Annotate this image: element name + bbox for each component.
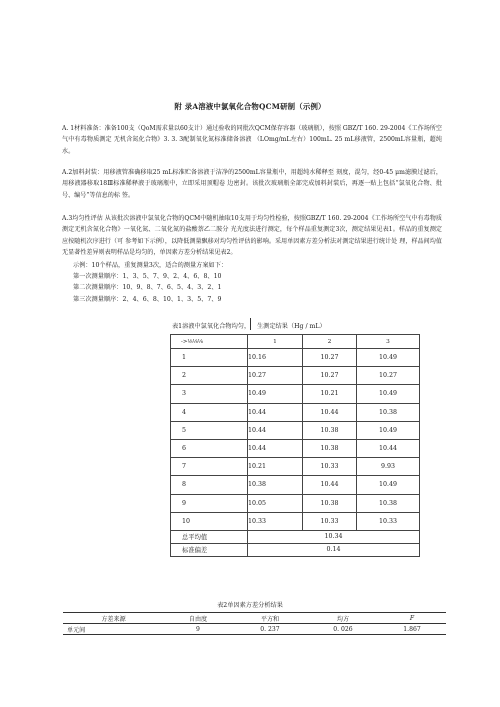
table-row xyxy=(171,439,420,457)
table-cell: 10.49 xyxy=(357,385,420,403)
table-cell: 10.49 xyxy=(248,385,303,403)
table-cell: 单元间 xyxy=(63,624,164,635)
table1-header-corner: ->⅛⅛⅛ xyxy=(171,335,248,349)
table-cell: 10.27 xyxy=(303,349,357,367)
table-cell: 9 xyxy=(164,624,232,635)
table-row xyxy=(171,476,420,494)
table-cell: 10.44 xyxy=(248,421,303,439)
table-cell: 9.93 xyxy=(357,458,420,476)
table-row xyxy=(171,367,420,385)
table-cell: 10.49 xyxy=(357,476,420,494)
sample-id: 2 xyxy=(171,367,248,385)
table2-header-cell: F xyxy=(378,613,446,624)
table-cell: 1.867 xyxy=(378,624,446,635)
paragraph-homogeneity: A.3均匀性评估 从该批次溶液中氯氧化合物的QCM中随机抽取10支用于均匀性检验，按照GBZ/T 160. 29-2004《工作场所空气中有毒物质测定无机含氮化合物》一氧化氮、二氧化氮的盐酸萘乙二胺分 光光度法进行测定，每个样品重复测定3次，测定结果见表1。样品的重复测定应按随机次序进行（可 参考如下示例），以降低测量飘移对均匀性评估的影响。采用单因素方差分析法对测定结果进行统计处 理，样品间均值无显著性差异则表明样品是均匀的，单因素方差分析结果见表2。 xyxy=(62,215,442,257)
sample-id: 8 xyxy=(171,476,248,494)
example-first-order: 第一次测量顺序：1、3、5、7、9、2、4、6、8、10 xyxy=(73,273,222,280)
table1-caption-left: 表1溶液中氯氧化合物均匀， xyxy=(172,323,251,330)
table1-mean-row xyxy=(171,530,420,543)
table2-header-cell: 均方 xyxy=(308,613,378,624)
table-cell: 10.33 xyxy=(248,512,303,530)
sample-id: 6 xyxy=(171,439,248,457)
table-cell: 10.05 xyxy=(248,494,303,512)
caption-divider xyxy=(250,318,251,330)
sample-id: 7 xyxy=(171,458,248,476)
sample-id: 5 xyxy=(171,421,248,439)
paragraph-filling: A.2加料封装：用移液管准确移取25 mL标准贮备溶液于洁净的2500mL容量瓶中，用超纯水稀释至 刻度，混匀，经0-45 μm滤膜过滤后，用移液器移取18Ⅲ标准稀释液于玻璃瓶中，立即采用顶帽卷 边密封。该批次玻璃瓶全部完成加料封装后，再逐一贴上包括“氯氧化合物、批号、编号”等信息的标 签。 xyxy=(62,169,442,199)
table-cell: 10.38 xyxy=(357,494,420,512)
table-row xyxy=(171,512,420,530)
sample-id: 9 xyxy=(171,494,248,512)
table-cell: 10.21 xyxy=(303,385,357,403)
table-row xyxy=(171,385,420,403)
sd-label: 标准偏差 xyxy=(171,543,248,556)
table-cell: 10.16 xyxy=(248,349,303,367)
table1-header-row xyxy=(171,335,420,349)
table-row xyxy=(171,421,420,439)
table-cell: 10.27 xyxy=(303,367,357,385)
example-intro: 示例：10个样品，重复测量3次，适合的测量方案如下： xyxy=(73,262,228,269)
mean-label: 总平均值 xyxy=(171,530,248,543)
table2-header-row xyxy=(63,613,446,624)
table-cell: 10.44 xyxy=(248,403,303,421)
table-row xyxy=(63,624,446,635)
table-cell: 10.33 xyxy=(303,512,357,530)
sample-id: 1 xyxy=(171,349,248,367)
table1-header-cell: 3 xyxy=(357,335,420,349)
table-row xyxy=(171,349,420,367)
table2-caption: 表2单因素方差分析结果 xyxy=(217,602,283,609)
table-cell: 10.44 xyxy=(303,476,357,494)
page-title: 附 录A溶液中氯氧化合物QCM研制（示例） xyxy=(174,102,326,111)
table-row xyxy=(171,494,420,512)
table2-header-cell: 平方和 xyxy=(232,613,308,624)
sample-id: 4 xyxy=(171,403,248,421)
table1-header-cell: 1 xyxy=(248,335,303,349)
table-cell: 10.38 xyxy=(303,421,357,439)
example-third-order: 第三次测量顺序：2、4、6、8、10、1、3、5、7、9 xyxy=(73,296,222,303)
table-cell: 10.38 xyxy=(303,494,357,512)
table2-header-cell: 自由度 xyxy=(164,613,232,624)
table-row xyxy=(171,458,420,476)
table2-header-cell: 方差来源 xyxy=(63,613,164,624)
table-cell: 10.21 xyxy=(248,458,303,476)
mean-value: 10.34 xyxy=(248,530,420,543)
table-cell: 0. 026 xyxy=(308,624,378,635)
table-cell: 10.38 xyxy=(303,439,357,457)
table-cell: 0. 237 xyxy=(232,624,308,635)
sample-id: 10 xyxy=(171,512,248,530)
table-cell: 10.27 xyxy=(357,367,420,385)
table-cell: 10.49 xyxy=(357,421,420,439)
table1-sd-row xyxy=(171,543,420,556)
table-cell: 10.44 xyxy=(357,439,420,457)
paragraph-materials: A. 1材料准备：准备100支（QoM需求量以60支计）通过验收的同批次QCM保存容器（玻璃瓶），按照 GBZ/T 160. 29-2004《工作场所空气中有毒物质测定 无机含氮化合物》3. 3. 3配制氧化氮标准储备溶液 （LOmg/mL左右）100mL. 25 mL移液管，2500mL容量瓶，超纯水。 xyxy=(62,125,442,155)
table-cell: 10.44 xyxy=(303,403,357,421)
sd-value: 0.14 xyxy=(248,543,420,556)
table-cell: 10.38 xyxy=(357,403,420,421)
table-row xyxy=(171,403,420,421)
table-cell: 10.27 xyxy=(248,367,303,385)
table1-header-cell: 2 xyxy=(303,335,357,349)
table1-results xyxy=(170,334,420,557)
table-cell: 10.33 xyxy=(303,458,357,476)
table1-caption-right: 生测定结果（Hg / mL） xyxy=(257,323,326,330)
table2-anova xyxy=(63,612,446,635)
table-cell: 10.38 xyxy=(248,476,303,494)
example-second-order: 第二次测量顺序：10、9、8、7、6、5、4、3、2、1 xyxy=(73,284,222,291)
sample-id: 3 xyxy=(171,385,248,403)
table-cell: 10.49 xyxy=(357,349,420,367)
table-cell: 10.33 xyxy=(357,512,420,530)
table-cell: 10.44 xyxy=(248,439,303,457)
